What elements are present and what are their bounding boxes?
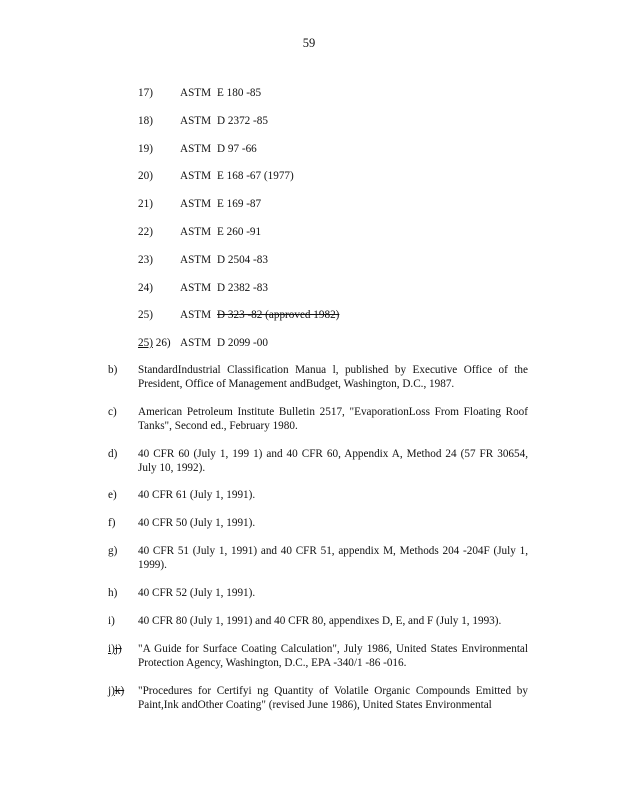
standard-code: E 180 -85 — [217, 87, 262, 99]
standard-code: D 2372 -85 — [217, 114, 268, 127]
reference-item — [108, 406, 528, 433]
standard-prefix: ASTM — [180, 253, 212, 266]
reference-text: "Procedures for Certifyi ng Quantity of Volatile Organic Compounds Emitted by Paint,Ink andOther Coating" (revised June 1986), United States Environmental — [138, 685, 528, 711]
standard-prefix: ASTM — [180, 114, 212, 127]
reference-letter: f) — [108, 517, 116, 529]
reference-text: American Petroleum Institute Bulletin 2517, "EvaporationLoss From Floating Roof Tanks", Second ed., February 1980. — [138, 406, 528, 432]
standard-prefix: ASTM — [180, 198, 212, 211]
reference-item — [108, 685, 528, 712]
reference-letter: d) — [108, 448, 118, 460]
reference-letter-revised — [108, 685, 124, 699]
reference-item — [108, 364, 528, 391]
deleted-list-item — [138, 308, 339, 336]
deleted-letter: j) — [114, 643, 122, 655]
item-number: 20) — [138, 170, 153, 183]
standard-code: D 97 -66 — [217, 142, 257, 155]
reference-text: 40 CFR 51 (July 1, 1991) and 40 CFR 51, appendix M, Methods 204 -204F (July 1, 1999). — [138, 545, 528, 571]
item-number: 21) — [138, 198, 153, 211]
standard-prefix: ASTM — [180, 337, 212, 350]
list-item — [138, 114, 339, 142]
deleted-letter: k) — [114, 685, 125, 697]
list-item — [138, 225, 339, 253]
original-number: 26) — [152, 337, 171, 350]
standard-prefix: ASTM — [180, 142, 212, 155]
list-item — [138, 169, 339, 197]
reference-text: 40 CFR 60 (July 1, 199 1) and 40 CFR 60, Appendix A, Method 24 (57 FR 30654, July 10, 1992). — [138, 448, 528, 474]
reference-letter: g) — [108, 545, 118, 557]
list-item — [138, 253, 339, 281]
standard-code: D 2504 -83 — [217, 253, 268, 266]
list-item — [138, 142, 339, 170]
item-number: 22) — [138, 225, 153, 238]
item-number-revised — [138, 336, 180, 350]
item-number: 25) — [138, 309, 153, 322]
reference-letter: b) — [108, 364, 118, 376]
item-number: 24) — [138, 281, 153, 294]
reference-text: 40 CFR 50 (July 1, 1991). — [138, 517, 256, 529]
standard-code: E 260 -91 — [217, 225, 262, 238]
standard-code: E 169 -87 — [217, 198, 262, 211]
reference-text: 40 CFR 52 (July 1, 1991). — [138, 587, 256, 599]
standard-prefix: ASTM — [180, 309, 212, 322]
reference-text: 40 CFR 61 (July 1, 1991). — [138, 489, 256, 501]
reference-letter: e) — [108, 489, 117, 501]
reference-item — [108, 517, 528, 531]
reference-item — [108, 643, 528, 670]
reference-letter-revised — [108, 643, 122, 657]
reference-item — [108, 448, 528, 475]
item-number: 18) — [138, 114, 153, 127]
inserted-number: 25) — [138, 337, 153, 350]
standard-code: D 2099 -00 — [217, 337, 268, 350]
reference-item — [108, 545, 528, 572]
standard-prefix: ASTM — [180, 225, 212, 238]
reference-text: 40 CFR 80 (July 1, 1991) and 40 CFR 80, appendixes D, E, and F (July 1, 1993). — [138, 615, 502, 627]
inserted-letter: j) — [108, 685, 115, 697]
astm-standards-list — [138, 86, 339, 364]
reference-item — [108, 489, 528, 503]
reference-letter: h) — [108, 587, 118, 599]
standard-code: D 323 -82 (approved 1982) — [217, 309, 340, 322]
standard-code: D 2382 -83 — [217, 281, 268, 294]
list-item — [138, 197, 339, 225]
standard-prefix: ASTM — [180, 281, 212, 294]
reference-text: StandardIndustrial Classification Manua l, published by Executive Office of the President, Office of Management andBudget, Washington, D.C., 1987. — [138, 364, 528, 390]
reference-letter: i) — [108, 615, 115, 627]
list-item — [138, 86, 339, 114]
reference-item — [108, 615, 528, 629]
list-item — [138, 336, 339, 364]
standard-code: E 168 -67 (1977) — [217, 170, 294, 183]
standard-prefix: ASTM — [180, 87, 212, 99]
inserted-letter: i) — [108, 643, 115, 655]
standard-prefix: ASTM — [180, 170, 212, 183]
item-number: 23) — [138, 253, 153, 266]
item-number: 19) — [138, 142, 153, 155]
list-item — [138, 281, 339, 309]
reference-letter: c) — [108, 406, 117, 418]
page-number: 59 — [302, 36, 316, 50]
reference-text: "A Guide for Surface Coating Calculation", July 1986, United States Environmental Protection Agency, Washington, D.C., EPA -340/1 -86 -016. — [138, 643, 528, 669]
item-number: 17) — [138, 87, 153, 99]
reference-item — [108, 587, 528, 601]
